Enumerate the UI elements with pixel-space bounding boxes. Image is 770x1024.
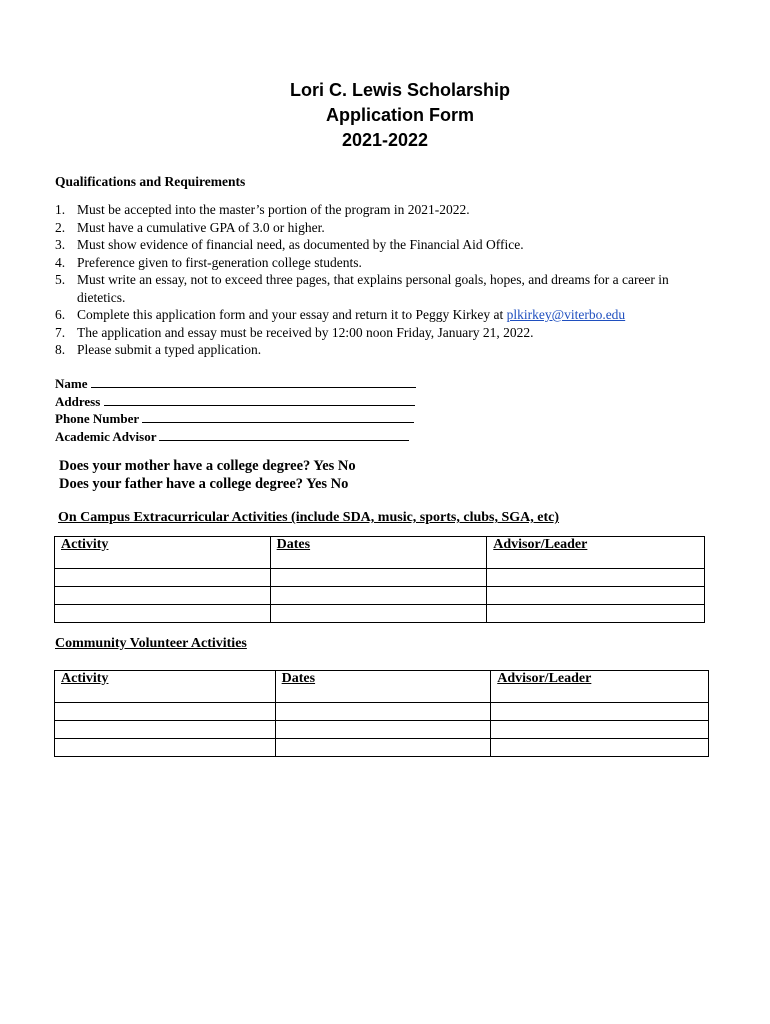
table-cell[interactable] — [491, 739, 709, 757]
column-header — [487, 537, 705, 569]
father-degree-question: Does your father have a college degree? Yes No — [59, 476, 349, 492]
item-number: 4. — [55, 254, 66, 270]
volunteer-activities-table — [54, 670, 709, 757]
table-row — [55, 587, 705, 605]
list-item — [55, 341, 705, 359]
form-subtitle: Application Form — [326, 105, 474, 125]
list-item — [55, 271, 705, 306]
advisor-field-row — [55, 428, 416, 446]
applicant-fields — [55, 375, 416, 445]
column-header-dates: Dates — [276, 537, 311, 552]
item-text: Must write an essay, not to exceed three pages, that explains personal goals, hopes, and dreams for a career in dietetics. — [77, 272, 669, 305]
item-number: 7. — [55, 324, 66, 340]
item-number: 1. — [55, 202, 66, 217]
table-header-row — [55, 537, 705, 569]
column-header — [275, 671, 491, 703]
phone-label: Phone Number — [55, 411, 139, 426]
item-number: 6. — [55, 307, 66, 322]
campus-activities-table — [54, 536, 705, 623]
email-link[interactable]: plkirkey@viterbo.edu — [506, 307, 626, 322]
address-field[interactable] — [104, 393, 415, 406]
item-number: 5. — [55, 272, 66, 287]
table-cell[interactable] — [55, 703, 276, 721]
column-header — [270, 537, 487, 569]
list-item — [55, 219, 705, 237]
name-field-row — [55, 375, 416, 393]
address-field-row — [55, 393, 416, 411]
table-cell[interactable] — [270, 569, 487, 587]
table-cell[interactable] — [491, 703, 709, 721]
qualifications-heading: Qualifications and Requirements — [55, 174, 246, 189]
table-cell[interactable] — [270, 587, 487, 605]
table-cell[interactable] — [275, 739, 491, 757]
item-text: Must have a cumulative GPA of 3.0 or higher. — [77, 219, 325, 235]
table-cell[interactable] — [270, 605, 487, 623]
column-header-activity: Activity — [61, 537, 109, 552]
requirements-list — [55, 201, 705, 359]
list-item — [55, 306, 705, 324]
name-field[interactable] — [91, 375, 416, 388]
phone-field-row — [55, 410, 416, 428]
table-row — [55, 721, 709, 739]
list-item — [55, 201, 705, 219]
table-cell[interactable] — [55, 605, 271, 623]
column-header-activity: Activity — [61, 671, 109, 686]
item-text: Please submit a typed application. — [77, 342, 262, 357]
table-cell[interactable] — [275, 703, 491, 721]
table-row — [55, 739, 709, 757]
item-number: 8. — [55, 342, 66, 357]
advisor-label: Academic Advisor — [55, 428, 157, 444]
table-cell[interactable] — [55, 721, 276, 739]
table-row — [55, 605, 705, 623]
table-row — [55, 703, 709, 721]
column-header — [55, 537, 271, 569]
table-row — [55, 569, 705, 587]
column-header — [55, 671, 276, 703]
volunteer-activities-title: Community Volunteer Activities — [55, 636, 247, 651]
phone-field[interactable] — [142, 410, 414, 423]
column-header — [491, 671, 709, 703]
table-cell[interactable] — [55, 569, 271, 587]
list-item — [55, 254, 705, 272]
form-title: Lori C. Lewis Scholarship — [289, 80, 511, 100]
table-cell[interactable] — [487, 587, 705, 605]
column-header-advisor: Advisor/Leader — [493, 537, 588, 552]
list-item — [55, 236, 705, 254]
item-text: Must show evidence of financial need, as documented by the Financial Aid Office. — [77, 237, 524, 252]
item-number: 3. — [55, 237, 66, 252]
item-number: 2. — [55, 219, 66, 235]
name-label: Name — [55, 376, 88, 391]
address-label: Address — [55, 393, 101, 409]
item-text: Must be accepted into the master’s portion of the program in 2021-2022. — [77, 202, 470, 217]
item-text: Complete this application form and your essay and return it to Peggy Kirkey at — [77, 307, 507, 322]
table-cell[interactable] — [491, 721, 709, 739]
column-header-advisor: Advisor/Leader — [497, 671, 592, 686]
advisor-field[interactable] — [159, 428, 409, 441]
campus-activities-title: On Campus Extracurricular Activities (include SDA, music, sports, clubs, SGA, etc) — [58, 510, 560, 525]
table-cell[interactable] — [55, 739, 276, 757]
mother-degree-question: Does your mother have a college degree? Yes No — [59, 458, 356, 474]
table-cell[interactable] — [487, 605, 705, 623]
form-year: 2021-2022 — [341, 130, 429, 150]
table-header-row — [55, 671, 709, 703]
item-text: The application and essay must be received by 12:00 noon Friday, January 21, 2022. — [77, 324, 534, 340]
item-text: Preference given to first-generation college students. — [77, 254, 362, 270]
column-header-dates: Dates — [281, 671, 316, 686]
list-item — [55, 324, 705, 342]
table-cell[interactable] — [275, 721, 491, 739]
table-cell[interactable] — [487, 569, 705, 587]
table-cell[interactable] — [55, 587, 271, 605]
